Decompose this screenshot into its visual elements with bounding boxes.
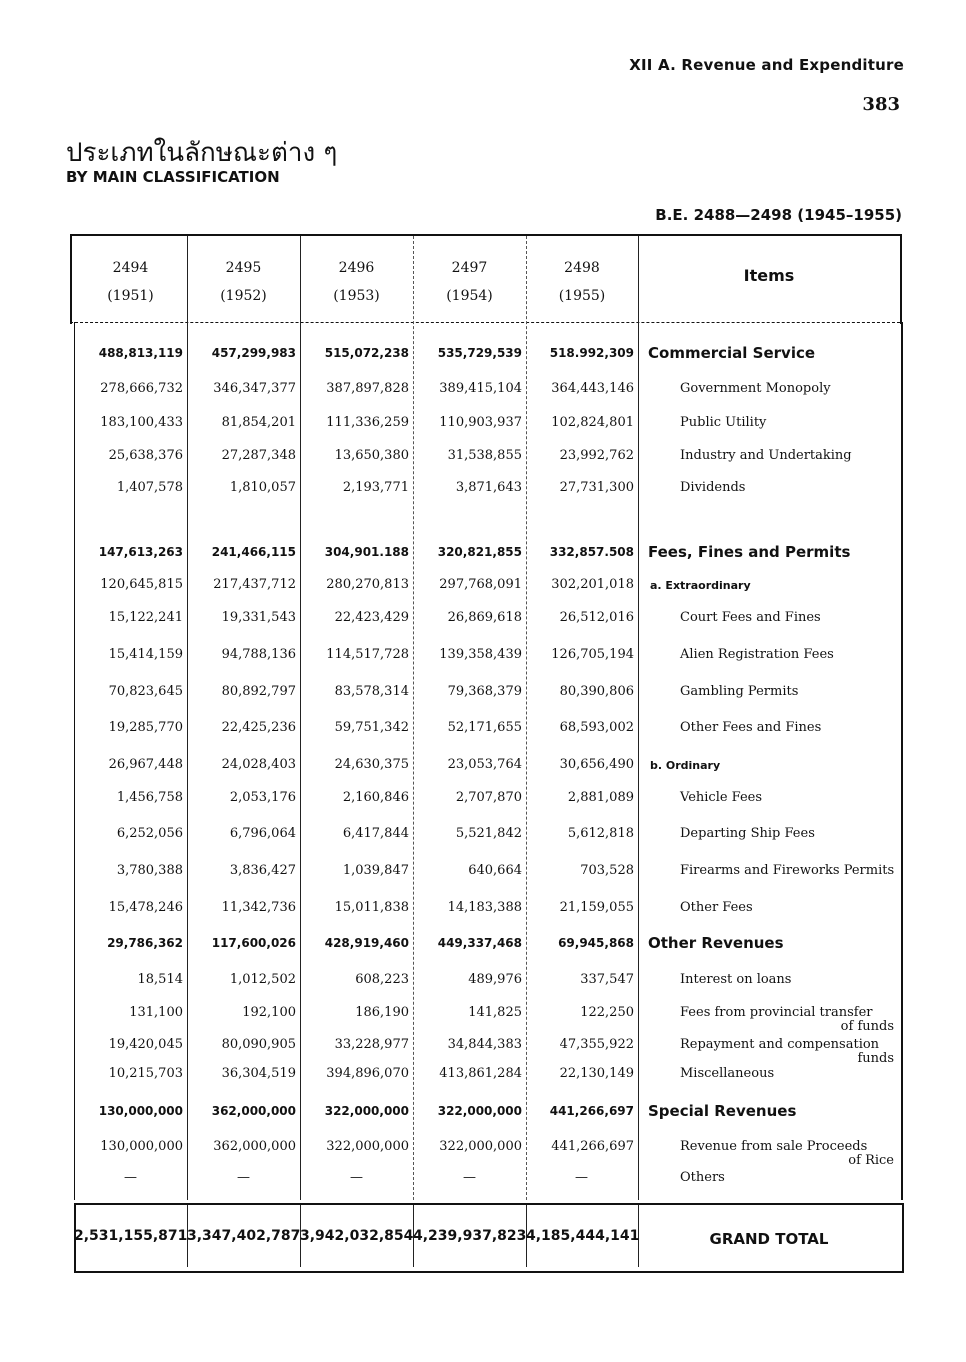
value-cell: 703,528	[580, 863, 634, 878]
item-label: Other Fees	[680, 900, 753, 915]
col-year-be: 2494	[112, 260, 149, 276]
thai-title: ประเภทในลักษณะต่าง ๆ	[66, 138, 338, 168]
item-label: Interest on loans	[680, 972, 792, 987]
table-row	[0, 480, 966, 500]
value-cell: 457,299,983	[211, 346, 296, 360]
value-cell: 15,478,246	[108, 900, 183, 915]
value-cell: 2,707,870	[455, 790, 522, 805]
value-cell: 322,000,000	[326, 1139, 409, 1154]
col-head-2498	[526, 254, 638, 310]
value-cell: 130,000,000	[98, 1104, 183, 1118]
col-year-ce: (1952)	[220, 288, 267, 304]
item-label: Repayment and compensation	[680, 1037, 880, 1052]
value-cell: 280,270,813	[326, 577, 409, 592]
value-cell: 147,613,263	[98, 545, 183, 559]
value-cell: 5,521,842	[455, 826, 522, 841]
value-cell: 80,090,905	[221, 1037, 296, 1052]
value-cell: 102,824,801	[551, 415, 634, 430]
value-cell: 122,250	[580, 1005, 634, 1020]
col-year-be: 2498	[564, 260, 600, 276]
value-cell: 34,844,383	[447, 1037, 522, 1052]
value-cell: 70,823,645	[108, 684, 183, 699]
item-label: Industry and Undertaking	[680, 448, 852, 463]
value-cell: 114,517,728	[326, 647, 409, 662]
value-cell: 131,100	[129, 1005, 183, 1020]
value-cell: 31,538,855	[447, 448, 522, 463]
value-cell: 15,122,241	[108, 610, 183, 625]
value-cell: 25,638,376	[108, 448, 183, 463]
value-cell: 3,780,388	[116, 863, 183, 878]
col-head-2494	[74, 254, 187, 310]
value-cell: 3,871,643	[455, 480, 522, 495]
value-cell: 302,201,018	[551, 577, 634, 592]
value-cell: 139,358,439	[439, 647, 522, 662]
header-bottom-dash	[70, 322, 900, 323]
value-cell: 1,456,758	[116, 790, 183, 805]
value-cell: 3,836,427	[229, 863, 296, 878]
item-label: Firearms and Fireworks Permits	[680, 863, 895, 878]
value-cell: 94,788,136	[221, 647, 296, 662]
item-label: Gambling Permits	[680, 684, 799, 699]
items-header: Items	[743, 266, 795, 285]
grand-total-2496: 3,942,032,854	[300, 1228, 414, 1244]
value-cell: 27,287,348	[221, 448, 296, 463]
value-cell: 320,821,855	[437, 545, 522, 559]
value-cell: 81,854,201	[221, 415, 296, 430]
grand-total-label: GRAND TOTAL	[709, 1230, 829, 1248]
value-cell: 192,100	[242, 1005, 296, 1020]
value-cell: 10,215,703	[108, 1066, 183, 1081]
value-cell: 27,731,300	[559, 480, 634, 495]
table-row	[0, 545, 966, 565]
table-row	[0, 972, 966, 992]
value-cell: 241,466,115	[211, 545, 296, 559]
item-label-continuation: of funds	[840, 1019, 894, 1034]
value-cell: 18,514	[137, 972, 183, 987]
value-cell: 6,796,064	[229, 826, 296, 841]
value-cell: 120,645,815	[100, 577, 183, 592]
item-label-continuation: funds	[857, 1051, 894, 1066]
table-row	[0, 790, 966, 810]
value-cell: 362,000,000	[213, 1139, 296, 1154]
table-row	[0, 577, 966, 597]
value-cell: 518.992,309	[549, 346, 634, 360]
table-row	[0, 1037, 966, 1066]
value-cell: 15,414,159	[108, 647, 183, 662]
value-cell: 117,600,026	[211, 936, 296, 950]
item-label-continuation: of Rice	[848, 1153, 894, 1168]
value-cell: 6,417,844	[342, 826, 409, 841]
item-label: Special Revenues	[648, 1102, 797, 1120]
item-label: Revenue from sale Proceeds	[680, 1139, 868, 1154]
value-cell: 24,630,375	[334, 757, 409, 772]
table-row	[0, 720, 966, 740]
value-cell: 110,903,937	[439, 415, 522, 430]
value-cell: 297,768,091	[439, 577, 522, 592]
value-cell: 449,337,468	[437, 936, 522, 950]
table-row	[0, 863, 966, 883]
value-cell: 80,390,806	[559, 684, 634, 699]
item-label: Fees, Fines and Permits	[648, 543, 851, 561]
item-label: Others	[680, 1170, 725, 1185]
table-row	[0, 900, 966, 920]
value-cell: 322,000,000	[437, 1104, 522, 1118]
value-cell: 79,368,379	[447, 684, 522, 699]
value-cell: 23,053,764	[447, 757, 522, 772]
value-cell: 26,967,448	[108, 757, 183, 772]
value-cell: 489,976	[468, 972, 522, 987]
value-cell: 141,825	[468, 1005, 522, 1020]
value-cell: —	[575, 1170, 588, 1185]
value-cell: 15,011,838	[334, 900, 409, 915]
value-cell: 26,869,618	[447, 610, 522, 625]
value-cell: 1,039,847	[342, 863, 409, 878]
value-cell: 69,945,868	[558, 936, 634, 950]
value-cell: 608,223	[355, 972, 409, 987]
table-row	[0, 1005, 966, 1034]
value-cell: 26,512,016	[559, 610, 634, 625]
grand-total-2498: 4,185,444,141	[526, 1228, 640, 1244]
value-cell: 23,992,762	[559, 448, 634, 463]
grand-total-2494: 2,531,155,871	[74, 1228, 188, 1244]
table-row	[0, 757, 966, 777]
col-year-be: 2497	[451, 260, 488, 276]
value-cell: 30,656,490	[559, 757, 634, 772]
item-label: Public Utility	[680, 415, 767, 430]
value-cell: 22,130,149	[559, 1066, 634, 1081]
item-label: a. Extraordinary	[650, 579, 751, 592]
value-cell: 304,901.188	[324, 545, 409, 559]
value-cell: 19,331,543	[221, 610, 296, 625]
english-title: BY MAIN CLASSIFICATION	[66, 168, 280, 186]
grand-total-2495: 3,347,402,787	[187, 1228, 301, 1244]
value-cell: 5,612,818	[567, 826, 634, 841]
value-cell: 29,786,362	[107, 936, 183, 950]
value-cell: —	[463, 1170, 476, 1185]
table-row	[0, 1139, 966, 1168]
value-cell: 21,159,055	[559, 900, 634, 915]
col-year-ce: (1951)	[107, 288, 154, 304]
value-cell: 217,437,712	[213, 577, 296, 592]
value-cell: 362,000,000	[211, 1104, 296, 1118]
value-cell: 394,896,070	[326, 1066, 409, 1081]
table-row	[0, 1104, 966, 1124]
value-cell: 83,578,314	[334, 684, 409, 699]
value-cell: 441,266,697	[551, 1139, 634, 1154]
value-cell: 19,420,045	[108, 1037, 183, 1052]
value-cell: 332,857.508	[549, 545, 634, 559]
value-cell: 1,407,578	[116, 480, 183, 495]
item-label: Alien Registration Fees	[680, 647, 834, 662]
table-row	[0, 346, 966, 366]
table-row	[0, 381, 966, 401]
col-head-2495	[187, 254, 300, 310]
value-cell: 535,729,539	[437, 346, 522, 360]
value-cell: —	[124, 1170, 137, 1185]
grand-total-2497: 4,239,937,823	[413, 1228, 527, 1244]
item-label: Court Fees and Fines	[680, 610, 821, 625]
value-cell: 13,650,380	[334, 448, 409, 463]
table-row	[0, 936, 966, 956]
value-cell: 33,228,977	[334, 1037, 409, 1052]
value-cell: 68,593,002	[559, 720, 634, 735]
value-cell: —	[237, 1170, 250, 1185]
item-label: Dividends	[680, 480, 746, 495]
value-cell: 428,919,460	[324, 936, 409, 950]
section-header: XII A. Revenue and Expenditure	[629, 56, 904, 74]
table-row	[0, 826, 966, 846]
value-cell: 322,000,000	[439, 1139, 522, 1154]
table-row	[0, 684, 966, 704]
value-cell: 80,892,797	[221, 684, 296, 699]
value-cell: 59,751,342	[334, 720, 409, 735]
table-row	[0, 1170, 966, 1190]
page-number: 383	[862, 94, 900, 115]
table-row	[0, 1066, 966, 1086]
col-head-2496	[300, 254, 413, 310]
item-label: Vehicle Fees	[680, 790, 763, 805]
value-cell: 6,252,056	[116, 826, 183, 841]
value-cell: 14,183,388	[447, 900, 522, 915]
col-year-be: 2495	[225, 260, 262, 276]
value-cell: 126,705,194	[551, 647, 634, 662]
value-cell: 1,810,057	[229, 480, 296, 495]
col-year-ce: (1954)	[446, 288, 493, 304]
value-cell: 24,028,403	[221, 757, 296, 772]
value-cell: 19,285,770	[108, 720, 183, 735]
value-cell: 47,355,922	[559, 1037, 634, 1052]
value-cell: 111,336,259	[326, 415, 409, 430]
table-row	[0, 415, 966, 435]
col-head-2497	[413, 254, 526, 310]
value-cell: 2,881,089	[567, 790, 634, 805]
item-label: Departing Ship Fees	[680, 826, 815, 841]
item-label: Government Monopoly	[680, 381, 831, 396]
value-cell: 337,547	[580, 972, 634, 987]
item-label: Other Fees and Fines	[680, 720, 822, 735]
value-cell: 413,861,284	[439, 1066, 522, 1081]
value-cell: 1,012,502	[229, 972, 296, 987]
value-cell: 130,000,000	[100, 1139, 183, 1154]
value-cell: 2,193,771	[342, 480, 409, 495]
value-cell: 186,190	[355, 1005, 409, 1020]
value-cell: 22,423,429	[334, 610, 409, 625]
value-cell: 52,171,655	[447, 720, 522, 735]
period-label: B.E. 2488—2498 (1945–1955)	[655, 206, 902, 224]
value-cell: 441,266,697	[549, 1104, 634, 1118]
value-cell: 2,053,176	[229, 790, 296, 805]
value-cell: 346,347,377	[213, 381, 296, 396]
value-cell: 364,443,146	[551, 381, 634, 396]
value-cell: 183,100,433	[100, 415, 183, 430]
value-cell: 640,664	[468, 863, 522, 878]
value-cell: 22,425,236	[221, 720, 296, 735]
item-label: Miscellaneous	[680, 1066, 775, 1081]
value-cell: 278,666,732	[100, 381, 183, 396]
value-cell: —	[350, 1170, 363, 1185]
value-cell: 36,304,519	[221, 1066, 296, 1081]
value-cell: 11,342,736	[221, 900, 296, 915]
value-cell: 322,000,000	[324, 1104, 409, 1118]
table-row	[0, 448, 966, 468]
value-cell: 488,813,119	[98, 346, 183, 360]
value-cell: 389,415,104	[439, 381, 522, 396]
item-label: Other Revenues	[648, 934, 784, 952]
item-label: b. Ordinary	[650, 759, 721, 772]
table-row	[0, 647, 966, 667]
table-row	[0, 610, 966, 630]
col-year-ce: (1955)	[558, 288, 606, 304]
col-year-ce: (1953)	[333, 288, 380, 304]
col-year-be: 2496	[338, 260, 375, 276]
value-cell: 515,072,238	[324, 346, 409, 360]
value-cell: 387,897,828	[326, 381, 409, 396]
value-cell: 2,160,846	[342, 790, 409, 805]
item-label: Commercial Service	[648, 344, 816, 362]
item-label: Fees from provincial transfer	[680, 1005, 873, 1020]
